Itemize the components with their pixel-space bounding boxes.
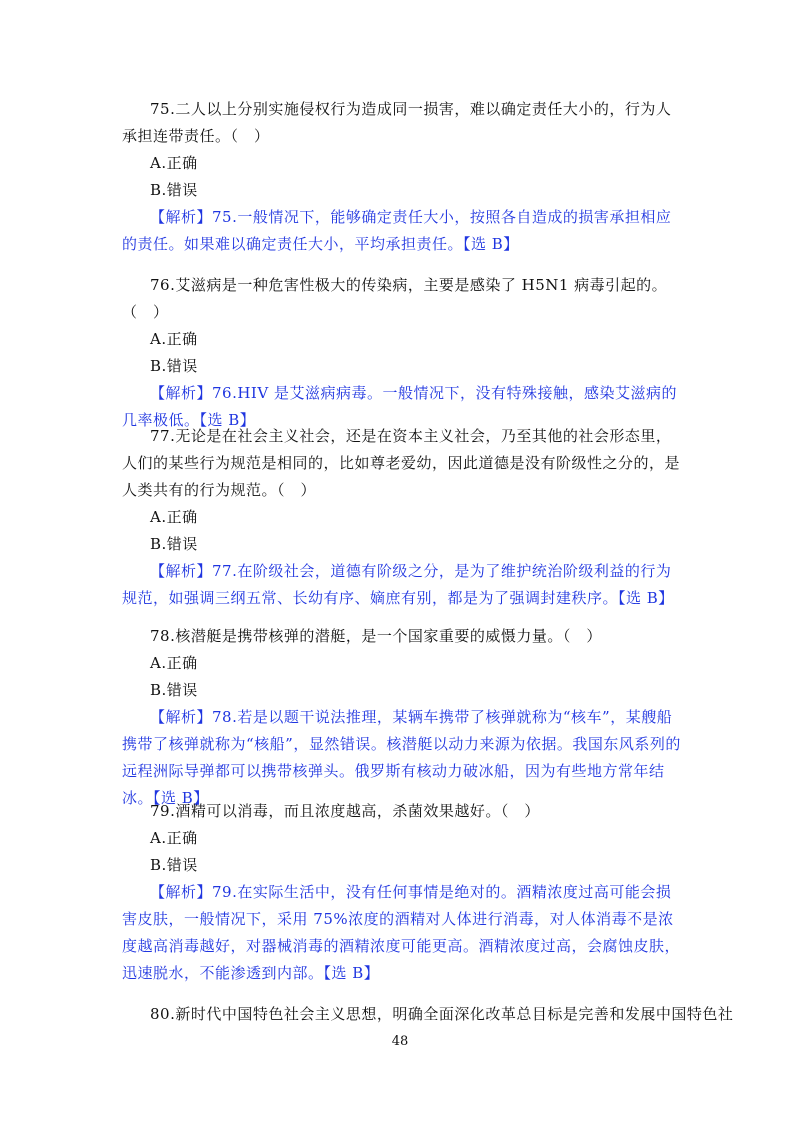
question-76 (122, 272, 682, 434)
option-a: A.正确 (150, 154, 198, 172)
question-text: 78.核潜艇是携带核弹的潜艇，是一个国家重要的威慑力量。（ ） (150, 627, 602, 645)
option-b: B.错误 (150, 357, 198, 375)
question-text: 75.二人以上分别实施侵权行为造成同一损害，难以确定责任大小的，行为人承担连带责任。（ ） (122, 100, 672, 145)
analysis-text: 【解析】77.在阶级社会，道德有阶级之分，是为了维护统治阶级利益的行为规范，如强调三纲五常、长幼有序、嫡庶有别，都是为了强调封建秩序。【选 B】 (122, 562, 674, 607)
question-text: 79.酒精可以消毒，而且浓度越高，杀菌效果越好。（ ） (150, 802, 540, 820)
option-a: A.正确 (150, 829, 198, 847)
analysis-text: 【解析】78.若是以题干说法推理，某辆车携带了核弹就称为“核车”，某艘船携带了核弹就称为“核船”，显然错误。核潜艇以动力来源为依据。我国东风系列的远程洲际导弹都可以携带核弹头。俄罗斯有核动力破冰船，因为有些地方常年结冰。【选 B】 (122, 708, 681, 807)
page-number: 48 (391, 1034, 409, 1049)
question-text: 76.艾滋病是一种危害性极大的传染病，主要是感染了 H5N1 病毒引起的。（ ） (122, 276, 668, 321)
option-a: A.正确 (150, 654, 198, 672)
question-78 (122, 623, 682, 812)
option-b: B.错误 (150, 856, 198, 874)
option-b: B.错误 (150, 681, 198, 699)
analysis-text: 【解析】76.HIV 是艾滋病病毒。一般情况下，没有特殊接触，感染艾滋病的几率极低。【选 B】 (122, 384, 677, 429)
question-79 (122, 798, 682, 987)
analysis-text: 【解析】75.一般情况下，能够确定责任大小，按照各自造成的损害承担相应的责任。如果难以确定责任大小，平均承担责任。【选 B】 (122, 208, 672, 253)
question-text: 80.新时代中国特色社会主义思想，明确全面深化改革总目标是完善和发展中国特色社 (150, 1005, 734, 1023)
question-text: 77.无论是在社会主义社会，还是在资本主义社会，乃至其他的社会形态里，人们的某些行为规范是相同的，比如尊老爱幼，因此道德是没有阶级性之分的，是人类共有的行为规范。（ ） (122, 427, 681, 499)
option-b: B.错误 (150, 535, 198, 553)
question-75 (122, 96, 682, 258)
question-77 (122, 423, 682, 612)
option-b: B.错误 (150, 181, 198, 199)
analysis-text: 【解析】79.在实际生活中，没有任何事情是绝对的。酒精浓度过高可能会损害皮肤，一般情况下，采用 75%浓度的酒精对人体进行消毒，对人体消毒不是浓度越高消毒越好，对器械消毒的酒精浓度可能更高。酒精浓度过高，会腐蚀皮肤，迅速脱水，不能渗透到内部。【选 B】 (122, 883, 681, 982)
option-a: A.正确 (150, 330, 198, 348)
question-80 (122, 1001, 734, 1028)
option-a: A.正确 (150, 508, 198, 526)
